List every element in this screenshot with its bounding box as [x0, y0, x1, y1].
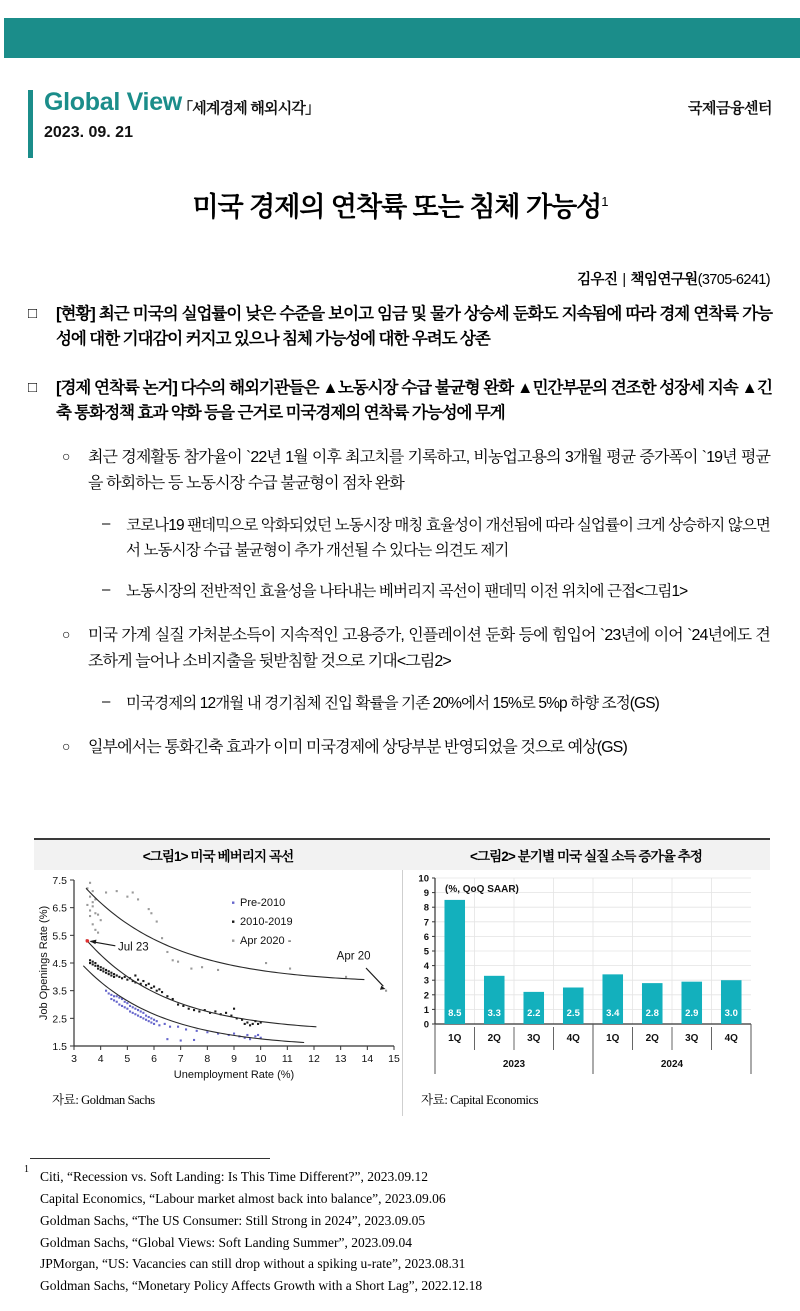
x-tick-label: 6	[151, 1053, 157, 1065]
apr20-arrow-line	[366, 968, 383, 986]
scatter-point	[185, 1028, 187, 1030]
category-label: 4Q	[566, 1033, 580, 1044]
scatter-point	[148, 1016, 150, 1018]
scatter-point	[86, 904, 88, 906]
page-title-text: 미국 경제의 연착륙 또는 침체 가능성	[192, 192, 602, 222]
bullet-level2-disposable-income	[62, 623, 770, 675]
scatter-point	[92, 901, 94, 903]
scatter-point	[113, 995, 115, 997]
footnote-item	[24, 1188, 744, 1210]
bullet-level2-participation-rate	[62, 445, 770, 497]
title-footnote-marker: 1	[601, 194, 608, 209]
scatter-point	[94, 965, 96, 967]
footnote-item	[24, 1210, 744, 1232]
scatter-point	[158, 988, 160, 990]
scatter-point	[129, 1010, 131, 1012]
scatter-point	[188, 1008, 190, 1010]
legend-label: Pre-2010	[240, 897, 286, 909]
scatter-point	[164, 1023, 166, 1025]
y-tick-label: 10	[418, 873, 429, 885]
category-label: 4Q	[724, 1033, 738, 1044]
scatter-point	[201, 966, 203, 968]
scatter-point	[110, 998, 112, 1000]
footnote-divider	[30, 1158, 270, 1159]
scatter-point	[110, 994, 112, 996]
publish-date: 2023. 09. 21	[44, 124, 133, 141]
scatter-point	[108, 970, 110, 972]
y-tick-label: 4.5	[52, 958, 67, 970]
x-tick-label: 9	[231, 1053, 237, 1065]
scatter-point	[150, 1021, 152, 1023]
scatter-point	[140, 1016, 142, 1018]
scatter-point	[206, 1031, 208, 1033]
bullet-level1-text: [현황] 최근 미국의 실업률이 낮은 수준을 보이고 임금 및 물가 상승세 둔화도 지속됨에 따라 경제 연착륙 가능성에 대한 기대감이 커지고 있으나 침체 가능성에 대한 우려도 상존	[56, 305, 772, 349]
scatter-point	[116, 890, 118, 892]
scatter-point	[193, 1039, 195, 1041]
scatter-point	[166, 1038, 168, 1040]
scatter-point	[126, 1008, 128, 1010]
bullet-level3-matching-efficiency	[100, 513, 770, 563]
scatter-point	[89, 896, 91, 898]
bar-value-label: 2.2	[527, 1008, 541, 1019]
scatter-point	[217, 969, 219, 971]
axis-unit-note: (%, QoQ SAAR)	[445, 884, 519, 895]
scatter-point	[177, 1026, 179, 1028]
x-tick-label: 11	[281, 1053, 293, 1065]
fit-curve-apr2020	[86, 888, 364, 979]
figures-container	[34, 838, 770, 1116]
scatter-point	[121, 1005, 123, 1007]
scatter-point	[126, 979, 128, 981]
scatter-point	[92, 890, 94, 892]
scatter-point	[126, 1002, 128, 1004]
scatter-point	[196, 1030, 198, 1032]
x-tick-label: 4	[97, 1053, 104, 1065]
scatter-point	[126, 896, 128, 898]
scatter-point	[161, 991, 163, 993]
scatter-point	[190, 968, 192, 970]
footnote-item	[24, 1232, 744, 1254]
scatter-point	[108, 973, 110, 975]
jul23-highlight-point	[86, 939, 90, 943]
scatter-point	[156, 1020, 158, 1022]
y-tick-label: 7	[423, 917, 429, 929]
scatter-point	[153, 1023, 155, 1025]
scatter-point	[97, 965, 99, 967]
y-tick-label: 1	[423, 1004, 429, 1016]
scatter-point	[150, 987, 152, 989]
figures-body-row	[34, 870, 770, 1116]
scatter-point	[148, 983, 150, 985]
bullet-level3-beveridge-curve	[100, 579, 770, 604]
scatter-point	[169, 1026, 171, 1028]
y-tick-label: 5.5	[52, 930, 67, 943]
byline	[577, 268, 770, 289]
square-bullet-icon: □	[28, 305, 37, 322]
y-tick-label: 5	[423, 946, 429, 958]
x-tick-label: 8	[204, 1053, 211, 1065]
scatter-point	[94, 962, 96, 964]
scatter-point	[116, 995, 118, 997]
footnote-text: Capital Economics, “Labour market almost back into balance”, 2023.09.06	[40, 1190, 446, 1206]
scatter-point	[89, 882, 91, 884]
scatter-point	[97, 968, 99, 970]
y-tick-label: 3.5	[52, 985, 67, 998]
author-name: 김우진	[577, 272, 618, 288]
y-axis-label: Job Openings Rate (%)	[38, 905, 50, 1021]
footnote-text: JPMorgan, “US: Vacancies can still drop without a spiking u-rate”, 2023.08.31	[40, 1256, 466, 1272]
x-tick-label: 15	[388, 1053, 400, 1065]
scatter-point	[161, 937, 163, 939]
footnote-item	[24, 1275, 744, 1297]
footnote-item	[24, 1253, 744, 1275]
footnote-item	[24, 1166, 744, 1188]
scatter-point	[140, 1010, 142, 1012]
x-tick-label: 14	[361, 1053, 374, 1065]
scatter-point	[132, 1006, 134, 1008]
scatter-point	[116, 974, 118, 976]
scatter-point	[198, 1010, 200, 1012]
scatter-point	[105, 969, 107, 971]
scatter-point	[166, 951, 168, 953]
bullet-level1-soft-landing-rationale	[26, 376, 772, 426]
scatter-point	[132, 891, 134, 893]
figure1-source: 자료: Goldman Sachs	[52, 1093, 155, 1107]
figure1-panel	[34, 870, 403, 1116]
scatter-point	[118, 976, 120, 978]
brand-title: Global View	[44, 88, 182, 116]
scatter-point	[132, 1012, 134, 1014]
circle-bullet-icon: ○	[62, 738, 70, 755]
y-tick-label: 3	[423, 975, 429, 987]
scatter-point	[100, 966, 102, 968]
bullet-level3-recession-probability	[100, 691, 770, 716]
scatter-point	[193, 1009, 195, 1011]
scatter-point	[110, 972, 112, 974]
scatter-point	[214, 1010, 216, 1012]
group-label: 2023	[502, 1059, 526, 1070]
x-tick-label: 10	[254, 1053, 267, 1065]
scatter-point	[116, 1001, 118, 1003]
scatter-point	[118, 1004, 120, 1006]
figure2-title: <그림2> 분기별 미국 실질 소득 증가율 추정	[470, 849, 702, 864]
scatter-point	[129, 1005, 131, 1007]
scatter-point	[153, 1019, 155, 1021]
legend-marker	[232, 902, 234, 904]
x-tick-label: 5	[124, 1053, 131, 1065]
scatter-point	[148, 908, 150, 910]
scatter-point	[137, 1015, 139, 1017]
scatter-point	[145, 1015, 147, 1017]
bullet-level3-text: 코로나19 팬데믹으로 악화되었던 노동시장 매칭 효율성이 개선됨에 따라 실업률이 크게 상승하지 않으면서 노동시장 수급 불균형이 추가 개선될 수 있다는 의견도 제기	[126, 517, 770, 560]
dash-bullet-icon: –	[102, 515, 110, 533]
scatter-point	[94, 929, 96, 931]
footnote-text: Goldman Sachs, “The US Consumer: Still Strong in 2024”, 2023.09.05	[40, 1212, 426, 1228]
scatter-point	[142, 1017, 144, 1019]
scatter-point	[110, 974, 112, 976]
real-income-growth-chart	[403, 870, 769, 1088]
scatter-point	[124, 1006, 126, 1008]
bar-value-label: 8.5	[448, 1008, 462, 1019]
scatter-series-2010-2019	[86, 940, 261, 1026]
bullet-level2-text: 미국 가계 실질 가처분소득이 지속적인 고용증가, 인플레이션 둔화 등에 힘입어 `23년에 이어 `24년에도 견조하게 늘어나 소비지출을 뒷받침할 것으로 기대<그림2>	[88, 627, 770, 671]
y-tick-label: 8	[423, 902, 429, 914]
scatter-point	[142, 980, 144, 982]
figure2-panel	[403, 870, 770, 1116]
category-label: 2Q	[487, 1033, 501, 1044]
scatter-point	[158, 1024, 160, 1026]
dash-bullet-icon: –	[102, 581, 110, 599]
scatter-point	[94, 912, 96, 914]
legend-marker	[232, 921, 234, 923]
brand-subtitle: 「세계경제 해외시각」	[178, 100, 320, 117]
scatter-point	[246, 1034, 248, 1036]
figure2-source: 자료: Capital Economics	[421, 1093, 539, 1107]
scatter-point	[113, 999, 115, 1001]
masthead	[0, 88, 800, 160]
byline-separator: |	[622, 272, 626, 288]
scatter-point	[89, 909, 91, 911]
scatter-point	[105, 972, 107, 974]
scatter-point	[244, 1023, 246, 1025]
category-label: 2Q	[645, 1033, 659, 1044]
scatter-point	[257, 1034, 259, 1036]
scatter-point	[124, 1001, 126, 1003]
bullet-level3-text: 미국경제의 12개월 내 경기침체 진입 확률을 기존 20%에서 15%로 5%p 하향 조정(GS)	[126, 695, 659, 713]
y-tick-label: 6.5	[52, 902, 67, 915]
annotation-jul23: Jul 23	[118, 941, 149, 954]
scatter-point	[137, 979, 139, 981]
scatter-point	[345, 976, 347, 978]
author-phone: (3705-6241)	[697, 272, 770, 288]
scatter-point	[92, 963, 94, 965]
page-title	[0, 185, 800, 224]
y-tick-label: 6	[423, 931, 429, 943]
y-tick-label: 2.5	[52, 1013, 67, 1026]
scatter-point	[134, 974, 136, 976]
scatter-point	[137, 1009, 139, 1011]
y-tick-label: 2	[423, 990, 429, 1002]
x-tick-label: 3	[71, 1053, 77, 1065]
scatter-point	[134, 1008, 136, 1010]
scatter-point	[150, 1017, 152, 1019]
scatter-point	[142, 1012, 144, 1014]
bar-value-label: 2.5	[566, 1008, 580, 1019]
footnote-text: Goldman Sachs, “Global Views: Soft Landing Summer”, 2023.09.04	[40, 1234, 413, 1250]
bullet-level2-text: 일부에서는 통화긴축 효과가 이미 미국경제에 상당부분 반영되었을 것으로 예상(GS)	[88, 739, 627, 757]
bar-value-label: 3.0	[724, 1008, 738, 1019]
bullet-level2-text: 최근 경제활동 참가율이 `22년 1월 이후 최고치를 기록하고, 비농업고용의 3개월 평균 증가폭이 `19년 평균을 하회하는 등 노동시장 수급 불균형이 점차 완화	[88, 449, 770, 493]
scatter-point	[137, 898, 139, 900]
y-tick-label: 7.5	[52, 875, 67, 887]
scatter-point	[177, 1004, 179, 1006]
scatter-point	[153, 986, 155, 988]
footnote-text: Citi, “Recession vs. Soft Landing: Is This Time Different?”, 2023.09.12	[40, 1169, 428, 1184]
bullet-level1-text: [경제 연착륙 논거] 다수의 해외기관들은 ▲노동시장 수급 불균형 완화 ▲민간부문의 견조한 성장세 지속 ▲긴축 통화정책 효과 약화 등을 근거로 미국경제의 연착륙 가능성에 무게	[56, 379, 772, 423]
top-accent-bar	[4, 18, 800, 58]
beveridge-curve-chart	[34, 870, 402, 1088]
x-tick-label: 7	[177, 1053, 184, 1065]
scatter-point	[102, 968, 104, 970]
category-label: 1Q	[448, 1033, 462, 1044]
y-tick-label: 9	[423, 888, 429, 900]
legend-label: 2010-2019	[240, 916, 293, 928]
scatter-point	[148, 1020, 150, 1022]
bar-value-label: 3.4	[606, 1008, 620, 1019]
footnote-list	[24, 1166, 744, 1297]
scatter-point	[180, 1039, 182, 1041]
scatter-point	[145, 1019, 147, 1021]
scatter-point	[145, 984, 147, 986]
circle-bullet-icon: ○	[62, 626, 70, 643]
scatter-point	[156, 921, 158, 923]
scatter-point	[150, 912, 152, 914]
scatter-point	[233, 1008, 235, 1010]
scatter-point	[89, 915, 91, 917]
scatter-point	[92, 961, 94, 963]
fit-curve-pre2010	[83, 966, 304, 1043]
scatter-point	[102, 970, 104, 972]
chart-legend	[232, 897, 293, 947]
scatter-point	[89, 959, 91, 961]
scatter-point	[246, 1021, 248, 1023]
scatter-point	[265, 962, 267, 964]
scatter-point	[257, 1023, 259, 1025]
masthead-accent-bar	[28, 90, 33, 158]
footnote-text: Goldman Sachs, “Monetary Policy Affects Growth with a Short Lag”, 2022.12.18	[40, 1278, 483, 1294]
y-tick-label: 0	[423, 1019, 429, 1031]
scatter-point	[97, 932, 99, 934]
scatter-point	[289, 968, 291, 970]
annotation-apr20: Apr 20	[336, 950, 371, 963]
figures-header-row	[34, 840, 770, 870]
scatter-point	[225, 1012, 227, 1014]
bullet-level2-tightening-effect	[62, 735, 770, 761]
bullet-level3-text: 노동시장의 전반적인 효율성을 나타내는 베버리지 곡선이 팬데믹 이전 위치에 근접<그림1>	[126, 583, 688, 601]
legend-marker	[232, 940, 234, 942]
category-label: 3Q	[685, 1033, 699, 1044]
bar	[444, 900, 465, 1024]
bar-value-label: 2.8	[645, 1008, 659, 1019]
group-label: 2024	[660, 1059, 684, 1070]
scatter-point	[105, 990, 107, 992]
bar-value-label: 3.3	[487, 1008, 501, 1019]
dash-bullet-icon: –	[102, 693, 110, 711]
scatter-point	[177, 961, 179, 963]
scatter-point	[252, 1023, 254, 1025]
scatter-series-apr-2020-	[86, 882, 387, 992]
category-label: 1Q	[606, 1033, 620, 1044]
bullet-level1-current-status	[26, 302, 772, 352]
footnote-number: 1	[24, 1164, 29, 1175]
scatter-point	[97, 914, 99, 916]
x-tick-label: 13	[334, 1053, 347, 1065]
scatter-point	[100, 969, 102, 971]
scatter-point	[254, 1035, 256, 1037]
scatter-point	[385, 990, 387, 992]
scatter-point	[121, 977, 123, 979]
x-axis-label: Unemployment Rate (%)	[173, 1069, 295, 1081]
circle-bullet-icon: ○	[62, 448, 70, 465]
y-tick-label: 4	[423, 961, 429, 973]
figure1-title: <그림1> 미국 베버리지 곡선	[142, 849, 294, 864]
x-tick-label: 12	[308, 1053, 320, 1065]
category-label: 3Q	[527, 1033, 541, 1044]
scatter-point	[156, 990, 158, 992]
scatter-point	[172, 959, 174, 961]
scatter-point	[105, 891, 107, 893]
scatter-point	[124, 976, 126, 978]
author-role: 책임연구원	[630, 272, 698, 288]
scatter-point	[92, 905, 94, 907]
square-bullet-icon: □	[28, 379, 37, 397]
scatter-point	[92, 923, 94, 925]
scatter-point	[249, 1024, 251, 1026]
scatter-point	[233, 1033, 235, 1035]
scatter-point	[249, 1038, 251, 1040]
bar-value-label: 2.9	[685, 1008, 699, 1019]
scatter-series-pre-2010	[105, 990, 262, 1042]
organization-name: 국제금융센터	[688, 100, 772, 117]
scatter-point	[166, 995, 168, 997]
scatter-point	[108, 992, 110, 994]
y-tick-label: 1.5	[52, 1041, 67, 1053]
scatter-point	[113, 976, 115, 978]
scatter-point	[100, 919, 102, 921]
scatter-point	[113, 973, 115, 975]
legend-label: Apr 2020 -	[240, 935, 292, 947]
scatter-point	[134, 1013, 136, 1015]
body-content	[0, 302, 800, 761]
scatter-point	[89, 962, 91, 964]
